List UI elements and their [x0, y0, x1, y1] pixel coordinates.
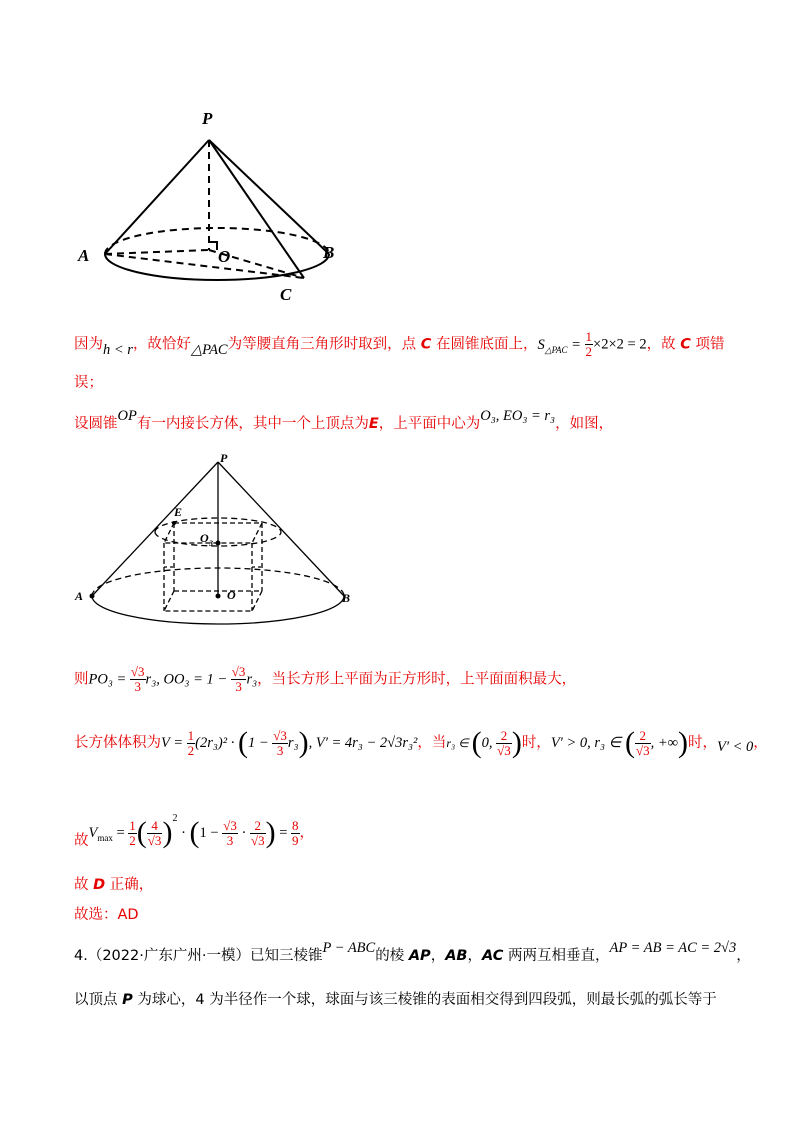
label-p: P [220, 451, 228, 465]
math-v-prime-negative: V′ < 0 [716, 739, 754, 755]
option-c: C [680, 336, 691, 353]
fraction: $\frac{2}{√3}$ [250, 817, 265, 848]
math-o3-eo3: O₃, EO₃ = r₃ [480, 408, 556, 424]
math-edge-lengths: AP = AB = AC = 2√3 [609, 940, 737, 956]
paragraph-2 [74, 408, 614, 434]
paragraph-4: 长方体体积为V = $\frac{1}{2}$ (2r₃)² · (1 − $\frac{√3}{3}$ r₃), V′ = 4r₃ − 2√3r₃²，当r₃ ∈ (0, $\frac{2}{√3}$ )时，V′ > 0, r₃ ∈ ( $\frac{2}{√3}$ , +∞)时，V′ < 0， [74, 726, 768, 759]
text: ， [299, 825, 315, 841]
text: ， [467, 948, 482, 964]
fraction: $\frac{2}{√3}$ [497, 727, 511, 758]
paragraph-5: 故$V_{max}$ = $\frac{1}{2}$ ( $\frac{4}{√3}$ )$^2$ · (1 − $\frac{√3}{3}$ · $\frac{2}{√3}$ ) = $\frac{8}{9}$ ， [74, 813, 315, 849]
text: ，上平面中心为 [378, 416, 481, 432]
label-p: P [202, 109, 213, 128]
text: ，故恰好 [132, 336, 191, 353]
edge-ap: AP [408, 948, 431, 964]
text: ， [736, 948, 751, 964]
slant-right [218, 462, 344, 596]
fraction: $\frac{√3}{3}$ [231, 664, 246, 694]
edge-ab: AB [445, 948, 468, 964]
fraction: $\frac{√3}{3}$ [130, 664, 145, 694]
label-b: B [342, 591, 351, 605]
fraction: $\frac{√3}{3}$ [273, 727, 287, 758]
point-o-dot [216, 594, 221, 599]
cuboid-top [164, 523, 262, 543]
point-c: C [420, 336, 432, 353]
text: 的棱 [375, 948, 409, 964]
answer-line: 故选：AD [74, 907, 139, 923]
fraction-1-2: $\frac{1}{2}$ [585, 329, 593, 359]
math-v-prime: , V′ = 4r₃ − 2√3r₃² [308, 735, 418, 751]
math-p-abc: P − ABC [322, 940, 376, 956]
paragraph-1 [74, 330, 724, 359]
cone-with-cuboid-figure [70, 450, 370, 630]
math-op: OP [117, 408, 137, 424]
text: ，当 [417, 735, 447, 751]
cone-slant-left [105, 140, 209, 254]
text: ，故 [646, 336, 681, 353]
math-1-minus: 1 − [199, 825, 223, 841]
label-o: O [218, 247, 231, 266]
text: 时， [521, 735, 551, 751]
math-1-minus: 1 − [247, 735, 273, 751]
question-4 [74, 940, 751, 966]
math-v: V = [161, 735, 187, 751]
text: 正确， [105, 877, 154, 893]
text: 长方体体积为 [74, 735, 161, 751]
math-h-lt-r: h < r [103, 341, 133, 358]
text: 以顶点 [74, 992, 123, 1008]
math-triangle-pac: △PAC [190, 341, 228, 358]
math-equals: = [112, 825, 129, 841]
math-exponent: 2 [172, 813, 178, 825]
slant-left [92, 462, 218, 596]
fraction: $\frac{1}{2}$ [187, 727, 195, 758]
math-dot: · [177, 825, 190, 841]
label-e: E [174, 505, 183, 519]
text: 设圆锥 [74, 416, 118, 432]
math-v-prime-positive: V′ > 0, r₃ ∈ [550, 735, 625, 751]
math-infinity: , +∞ [650, 735, 678, 751]
label-a: A [78, 246, 90, 265]
fraction-8-9: $\frac{8}{9}$ [292, 817, 299, 848]
label-o3: O [200, 531, 209, 545]
paragraph-6 [74, 875, 153, 895]
math-oo3: r₃, OO₃ = 1 − [145, 671, 231, 688]
math-r3: r₃ [287, 735, 299, 751]
label-b: B [323, 243, 335, 262]
fraction: $\frac{1}{2}$ [129, 817, 136, 848]
label-a: A [75, 589, 84, 603]
label-c: C [280, 285, 292, 304]
text: 两两互相垂直， [503, 948, 610, 964]
point-o3-dot [216, 541, 221, 546]
math-area-value: ×2×2 = 2 [593, 336, 647, 353]
cone-slant-right [209, 140, 329, 254]
point-e: E [368, 416, 379, 432]
segment-ao [105, 250, 209, 254]
text: ，如图， [555, 416, 614, 432]
edge-ac: AC [481, 948, 504, 964]
text: ， [753, 735, 768, 751]
point-a-dot [90, 594, 95, 599]
text: 为球心，4 为半径作一个球，球面与该三棱锥的表面相交得到四段弧，则最长弧的弧长等于 [132, 992, 717, 1008]
text: 因为 [74, 336, 103, 353]
point-e-dot [172, 521, 176, 525]
text: 有一内接长方体，其中一个上顶点为 [136, 416, 369, 432]
math-r3-in: r₃ ∈ [446, 736, 472, 750]
point-p: P [122, 992, 133, 1008]
math-equals: = [275, 825, 292, 841]
cone-figure [70, 100, 360, 310]
text: 故 [74, 877, 94, 893]
math-2r3-squared: (2r₃)² · [195, 735, 238, 751]
segment-ac [105, 254, 304, 278]
base-front-arc [92, 596, 344, 624]
text: 为等腰直角三角形时取到，点 [227, 336, 421, 353]
text: 时， [687, 735, 717, 751]
label-o: O [227, 588, 236, 602]
question-4-cont [74, 990, 717, 1010]
right-angle-mark [209, 242, 217, 250]
text: 则 [74, 671, 89, 688]
text: 在圆锥底面上， [431, 336, 538, 353]
text: ， [430, 948, 446, 964]
math-interval-start: 0, [481, 735, 497, 751]
math-r3: r₃ [246, 671, 258, 688]
math-dot: · [237, 825, 250, 841]
math-po3: PO₃ = [88, 671, 130, 688]
text: 故 [74, 833, 89, 849]
fraction: $\frac{√3}{3}$ [223, 817, 237, 848]
math-vmax: $V_{max}$ [88, 825, 113, 843]
paragraph-3 [74, 665, 576, 694]
fraction: $\frac{2}{√3}$ [635, 727, 650, 758]
paragraph-1-cont: 误； [74, 375, 103, 391]
text: 4.（2022·广东广州·一模）已知三棱锥 [74, 948, 323, 964]
cuboid-bottom [164, 591, 262, 611]
fraction: $\frac{4}{√3}$ [147, 817, 162, 848]
text: ，当长方形上平面为正方形时，上平面面积最大， [257, 671, 577, 688]
label-o3-sub: 3 [209, 539, 213, 548]
option-d: D [93, 877, 106, 893]
math-area-s: $S_{\triangle PAC}$ = [537, 336, 585, 355]
text: 项错 [690, 336, 725, 353]
